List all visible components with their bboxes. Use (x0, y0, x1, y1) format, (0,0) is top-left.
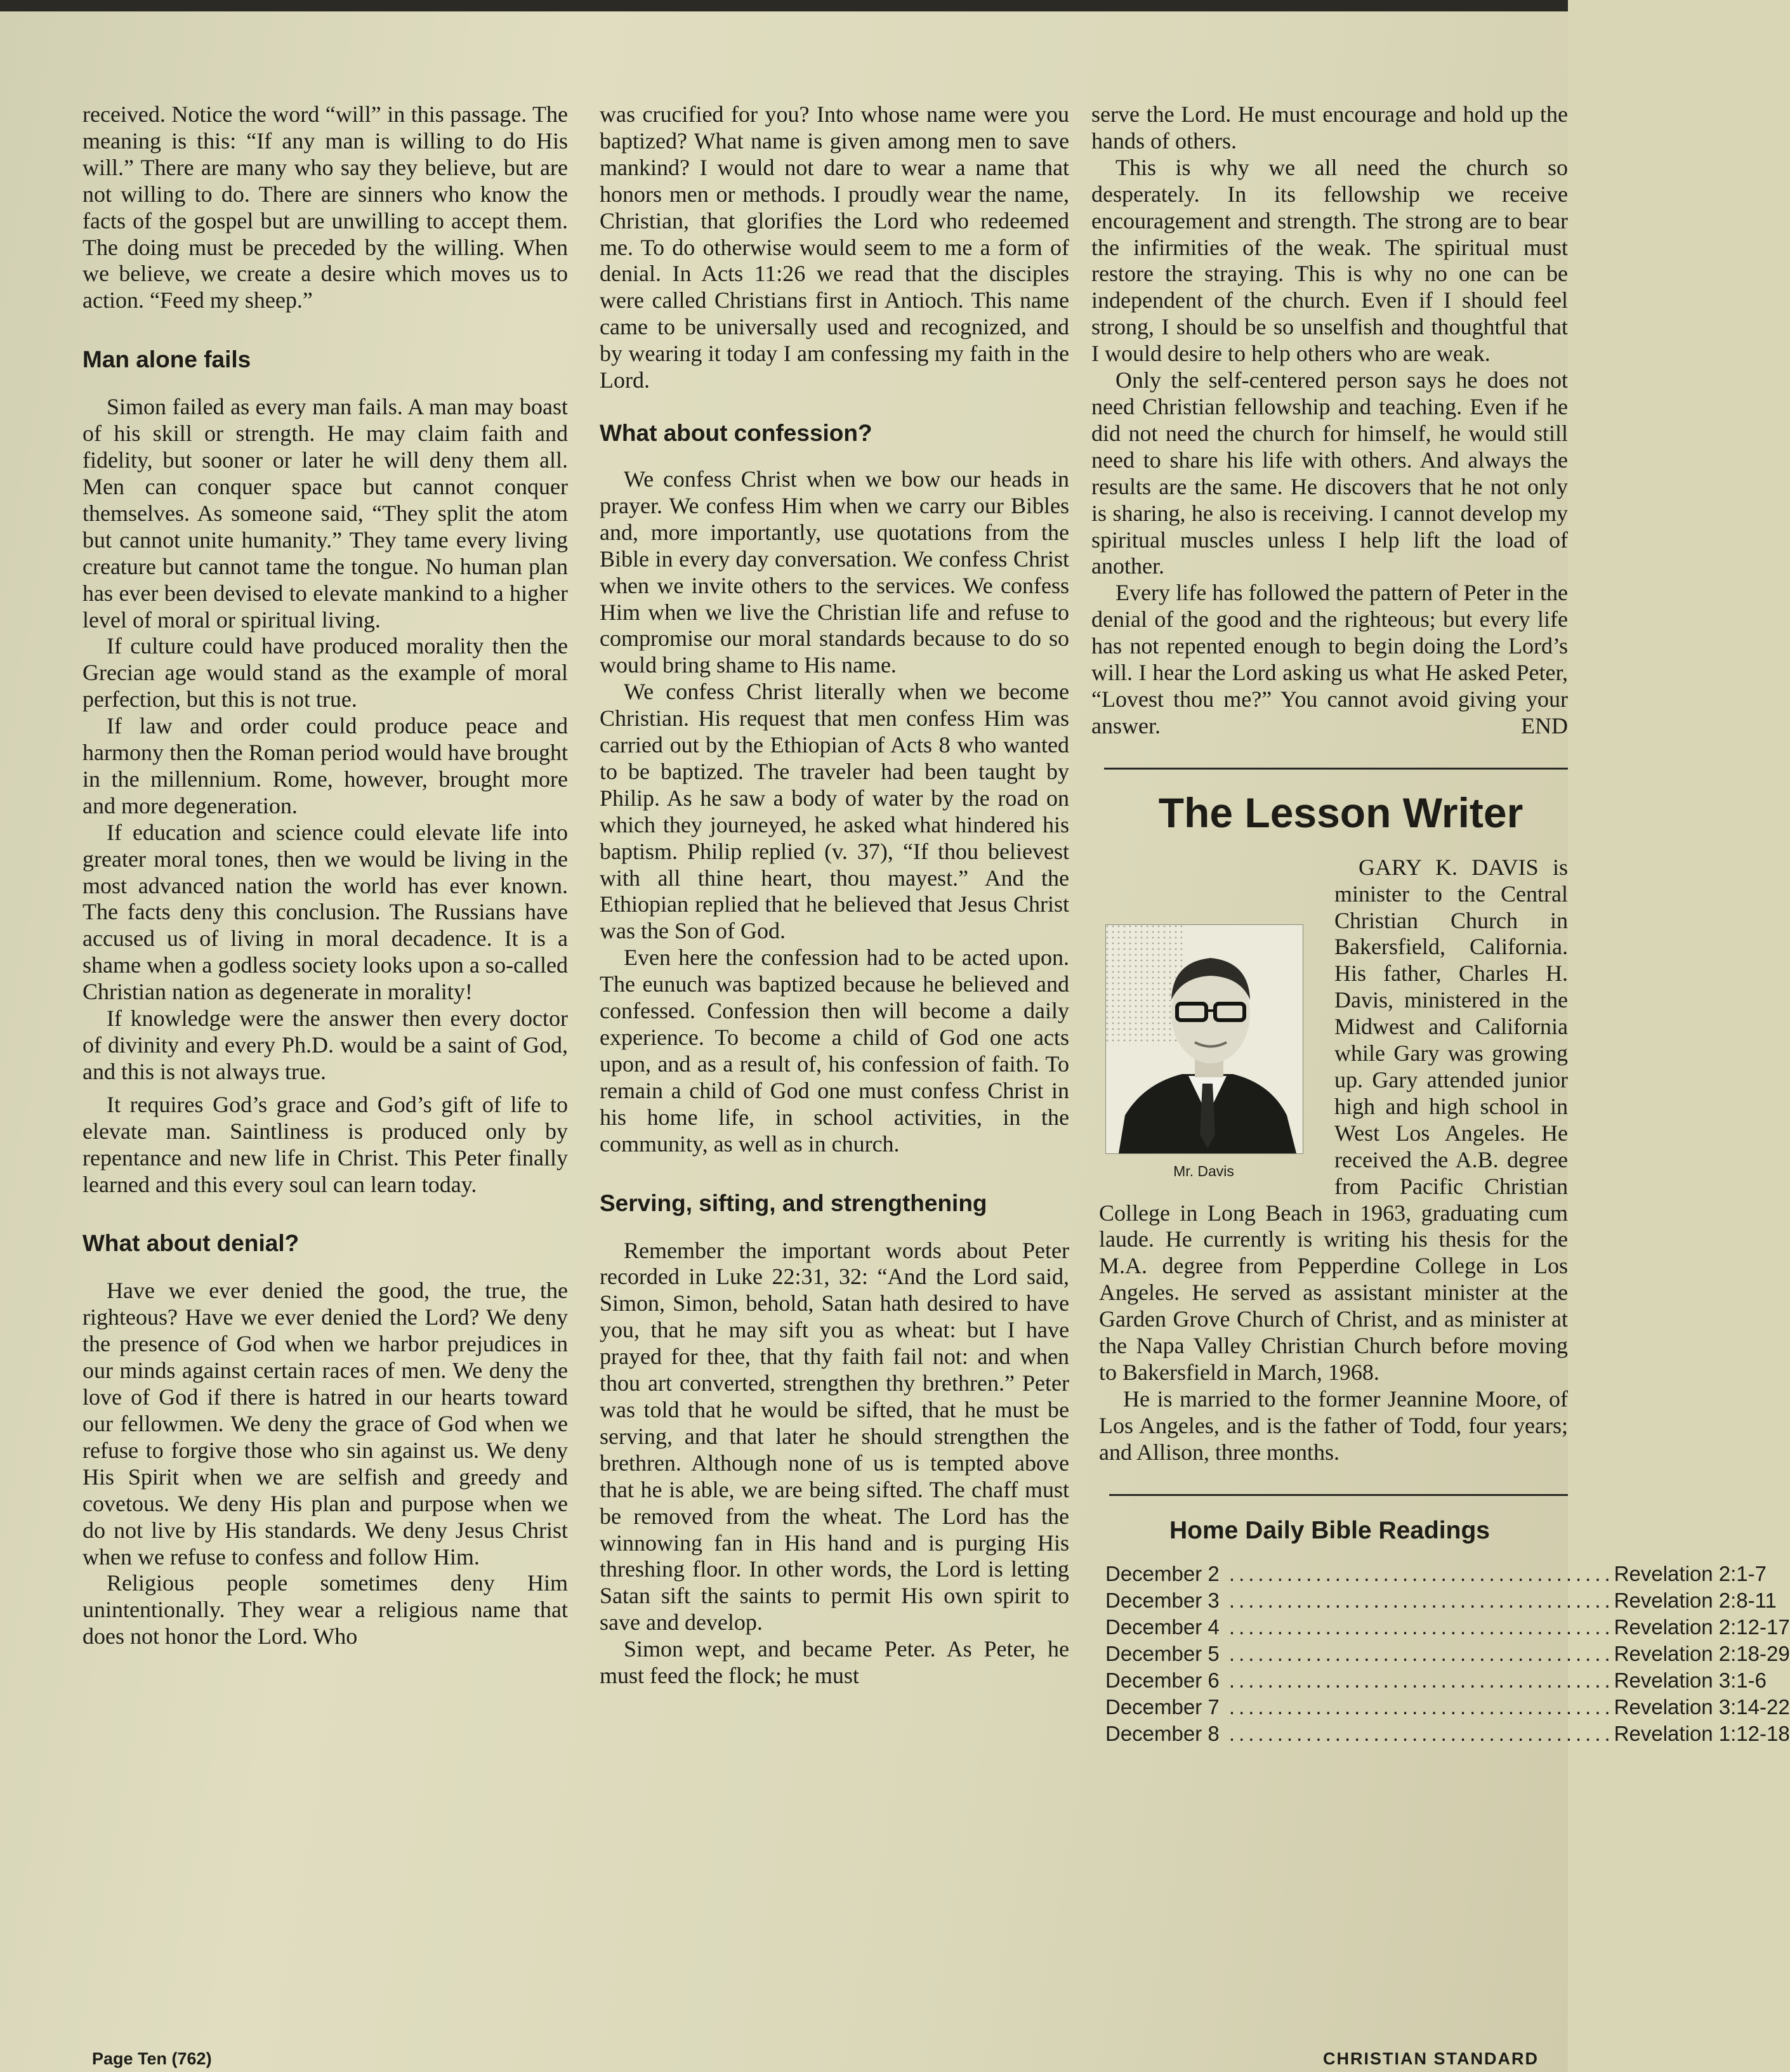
reading-item (1105, 1721, 1790, 1747)
paragraph: If law and order could produce peace and harmony then the Roman period would have brought in the millennium. Rome, however, brought more and more degeneration. (82, 713, 568, 818)
reading-reference: Revelation 3:14-22 (1614, 1695, 1790, 1719)
leader-dots: ........................................ (1219, 1721, 1614, 1745)
portrait-photo (1105, 924, 1303, 1154)
paragraph: was crucified for you? Into whose name were you baptized? What name is given among men to save mankind? I would not dare to wear a name that honors men or methods. I proudly wear the name, Christian, that glorifies the Lord who redeemed me. To do otherwise would seem to me a form of denial. In Acts 11:26 we read that the disciples were called Christians first in Antioch. This name came to be universally used and recognized, and by wearing it today I am confessing my faith in the Lord. (600, 102, 1069, 393)
readings-title: Home Daily Bible Readings (1169, 1516, 1490, 1544)
paragraph: It requires God’s grace and God’s gift of life to elevate man. Saintliness is produced only by repentance and new life in Christ. This Peter finally learned and this every soul can learn today. (82, 1091, 568, 1197)
reading-reference: Revelation 3:1-6 (1614, 1668, 1767, 1692)
paragraph: Only the self-centered person says he does not need Christian fellowship and teaching. Even if he did not need the church for himself, he would still need to share his life with others. And always the results are the same. He discovers that he not only is sharing, he also is receiving. I cannot develop my spiritual muscles unless I help lift the load of another. (1091, 367, 1568, 579)
leader-dots: ........................................ (1219, 1615, 1614, 1639)
section-heading-denial: What about denial? (82, 1230, 299, 1257)
paragraph: We confess Christ literally when we become Christian. His request that men confess Him was carried out by the Ethiopian of Acts 8 who wanted to be baptized. The traveler had been taught by Philip. As he saw a body of water by the road on which they journeyed, he asked what hindered his baptism. Philip replied (v. 37), “If thou believest with all thine heart, thou mayest.” And the Ethiopian replied that he believed that Jesus Christ was the Son of God. (600, 679, 1069, 944)
paragraph: He is married to the former Jeannine Moore, of Los Angeles, and is the father of Todd, four years; and Allison, three months. (1099, 1386, 1568, 1465)
reading-item (1105, 1614, 1790, 1641)
paragraph: If education and science could elevate life into greater moral tones, then we would be living in the most advanced nation the world has ever known. The facts deny this conclusion. The Russians have accused us of living in moral decadence. It is a shame when a godless society looks upon a so-called Christian nation as degenerate in morality! (82, 819, 568, 1005)
paragraph: If culture could have produced morality then the Grecian age would stand as the example of moral perfection, but this is not true. (82, 633, 568, 712)
end-mark: END (1521, 712, 1568, 738)
lesson-writer-bio (1091, 855, 1568, 1466)
reading-date: December 2 (1105, 1561, 1220, 1585)
leader-dots: ........................................ (1219, 1695, 1614, 1719)
lesson-writer-title: The Lesson Writer (1158, 789, 1523, 836)
leader-dots: ........................................ (1219, 1668, 1614, 1692)
reading-item (1105, 1587, 1777, 1614)
reading-date: December 4 (1105, 1615, 1220, 1639)
paragraph: If knowledge were the answer then every doctor of divinity and every Ph.D. would be a saint of God, and this is not always true. (82, 1006, 568, 1084)
paragraph: We confess Christ when we bow our heads in prayer. We confess Him when we carry our Bibles and, more importantly, use quotations from the Bible in every day conversation. We confess Christ when we invite others to the services. We confess Him when we live the Christian life and refuse to compromise our moral standards because to do so would bring shame to His name. (600, 466, 1069, 678)
reading-reference: Revelation 2:12-17 (1614, 1615, 1790, 1639)
paragraph: Religious people sometimes deny Him unintentionally. They wear a religious name that does not honor the Lord. Who (82, 1570, 568, 1649)
reading-date: December 5 (1105, 1641, 1220, 1665)
reading-item (1105, 1641, 1790, 1667)
readings-list (1091, 1561, 1790, 1747)
paragraph: received. Notice the word “will” in this passage. The meaning is this: “If any man is willing to do His will.” There are many who say they believe, but are not willing to do. There are sinners who know the facts of the gospel but are unwilling to accept them. The doing must be preceded by the willing. When we believe, we create a desire which moves us to action. “Feed my sheep.” (82, 102, 568, 313)
reading-date: December 8 (1105, 1721, 1220, 1745)
reading-item (1105, 1561, 1767, 1587)
paragraph: serve the Lord. He must encourage and hold up the hands of others. (1091, 102, 1568, 154)
leader-dots: ........................................ (1219, 1561, 1614, 1585)
section-heading-man-alone-fails: Man alone fails (82, 346, 251, 373)
column-2 (600, 102, 1069, 1689)
paragraph: Even here the confession had to be acted upon. The eunuch was baptized because he believed and confessed. Confession then will become a daily experience. To become a child of God one acts upon, and as a result of, his confession of faith. To remain a child of God one must confess Christ in his home life, in school activities, in the community, as well as in church. (600, 945, 1069, 1157)
reading-item (1105, 1667, 1767, 1694)
divider (1104, 768, 1568, 770)
paragraph: This is why we all need the church so desperately. In its fellowship we receive encouragement and strength. The strong are to bear the infirmities of the weak. The spiritual must restore the straying. This is why no one can be independent of the church. Even if I should feel strong, I should be so unselfish and thoughtful that I would desire to help others who are weak. (1091, 154, 1568, 367)
reading-date: December 3 (1105, 1588, 1220, 1612)
paragraph: Simon failed as every man fails. A man may boast of his skill or strength. He may claim faith and fidelity, but sooner or later he will deny them all. Men can conquer space but cannot conquer themselves. As someone said, “They split the atom but cannot unite humanity.” They tame every living creature but cannot tame the tongue. No human plan has ever been devised to elevate mankind to a higher level of moral or spiritual living. (82, 394, 568, 633)
reading-item (1105, 1694, 1790, 1721)
divider (1109, 1494, 1568, 1496)
paragraph: Have we ever denied the good, the true, the righteous? Have we ever denied the Lord? We deny the presence of God when we harbor prejudices in our minds against certain races of men. We deny the love of God if there is hatred in our hearts toward our fellowmen. We deny the grace of God when we refuse to forgive those who sin against us. We deny His Spirit when we are selfish and greedy and covetous. We deny His plan and purpose when we do not live by His standards. We deny Jesus Christ when we refuse to confess and follow Him. (82, 1278, 568, 1570)
section-heading-serving: Serving, sifting, and strengthening (600, 1190, 987, 1216)
reading-reference: Revelation 2:8-11 (1614, 1588, 1777, 1612)
page-top-edge (0, 0, 1568, 11)
reading-date: December 7 (1105, 1695, 1220, 1719)
paragraph: Remember the important words about Peter recorded in Luke 22:31, 32: “And the Lord said, Simon, Simon, behold, Satan hath desired to have you, that he may sift you as wheat: but I have prayed for thee, that thy faith fail not: and when thou art converted, strengthen thy brethren.” Peter was told that he would be sifted, that he must be serving, and that later he should strengthen the brethren. Although none of us is tempted above that he is able, we are being sifted. The chaff must be removed from the wheat. The Lord has the winnowing fan in His hand and is purging His threshing floor. In other words, the Lord is letting Satan sift the saints to permit His own spirit to save and develop. (600, 1237, 1069, 1636)
reading-reference: Revelation 1:12-18 (1614, 1721, 1790, 1745)
paragraph: GARY K. DAVIS is minister to the Central Christian Church in Bakersfield, California. His father, Charles H. Davis, ministered in the Midwest and California while Gary was growing up. Gary attended junior high and high school in West Los Angeles. He received the A.B. degree from Pacific Christian College in Long Beach in 1963, graduating cum laude. He currently is writing his thesis for the M.A. degree from Pepperdine College in Los Angeles. He served as assistant minister at the Garden Grove Church of Christ, and as minister at the Napa Valley Christian Church before moving to Bakersfield in March, 1968. (1099, 854, 1568, 1385)
publication-name: CHRISTIAN STANDARD (1323, 2049, 1539, 2068)
leader-dots: ........................................ (1219, 1641, 1614, 1665)
section-heading-confession: What about confession? (600, 419, 872, 446)
photo-caption: Mr. Davis (1173, 1162, 1234, 1179)
paragraph: Simon wept, and became Peter. As Peter, he must feed the flock; he must (600, 1636, 1069, 1689)
paragraph-text: Every life has followed the pattern of Peter in the denial of the good and the righteous; but every life has not repented enough to begin doing the Lord’s will. I hear the Lord asking us what He asked Peter, “Lovest thou me?” You cannot avoid giving your answer. (1091, 580, 1568, 738)
page-number: Page Ten (762) (92, 2049, 212, 2068)
photo-block (1105, 924, 1324, 1180)
reading-reference: Revelation 2:18-29 (1614, 1641, 1790, 1665)
leader-dots: ........................................ (1219, 1588, 1614, 1612)
column-1 (82, 102, 568, 1650)
reading-reference: Revelation 2:1-7 (1614, 1561, 1767, 1585)
reading-date: December 6 (1105, 1668, 1220, 1692)
column-3 (1091, 102, 1790, 1747)
paragraph (1091, 580, 1568, 739)
